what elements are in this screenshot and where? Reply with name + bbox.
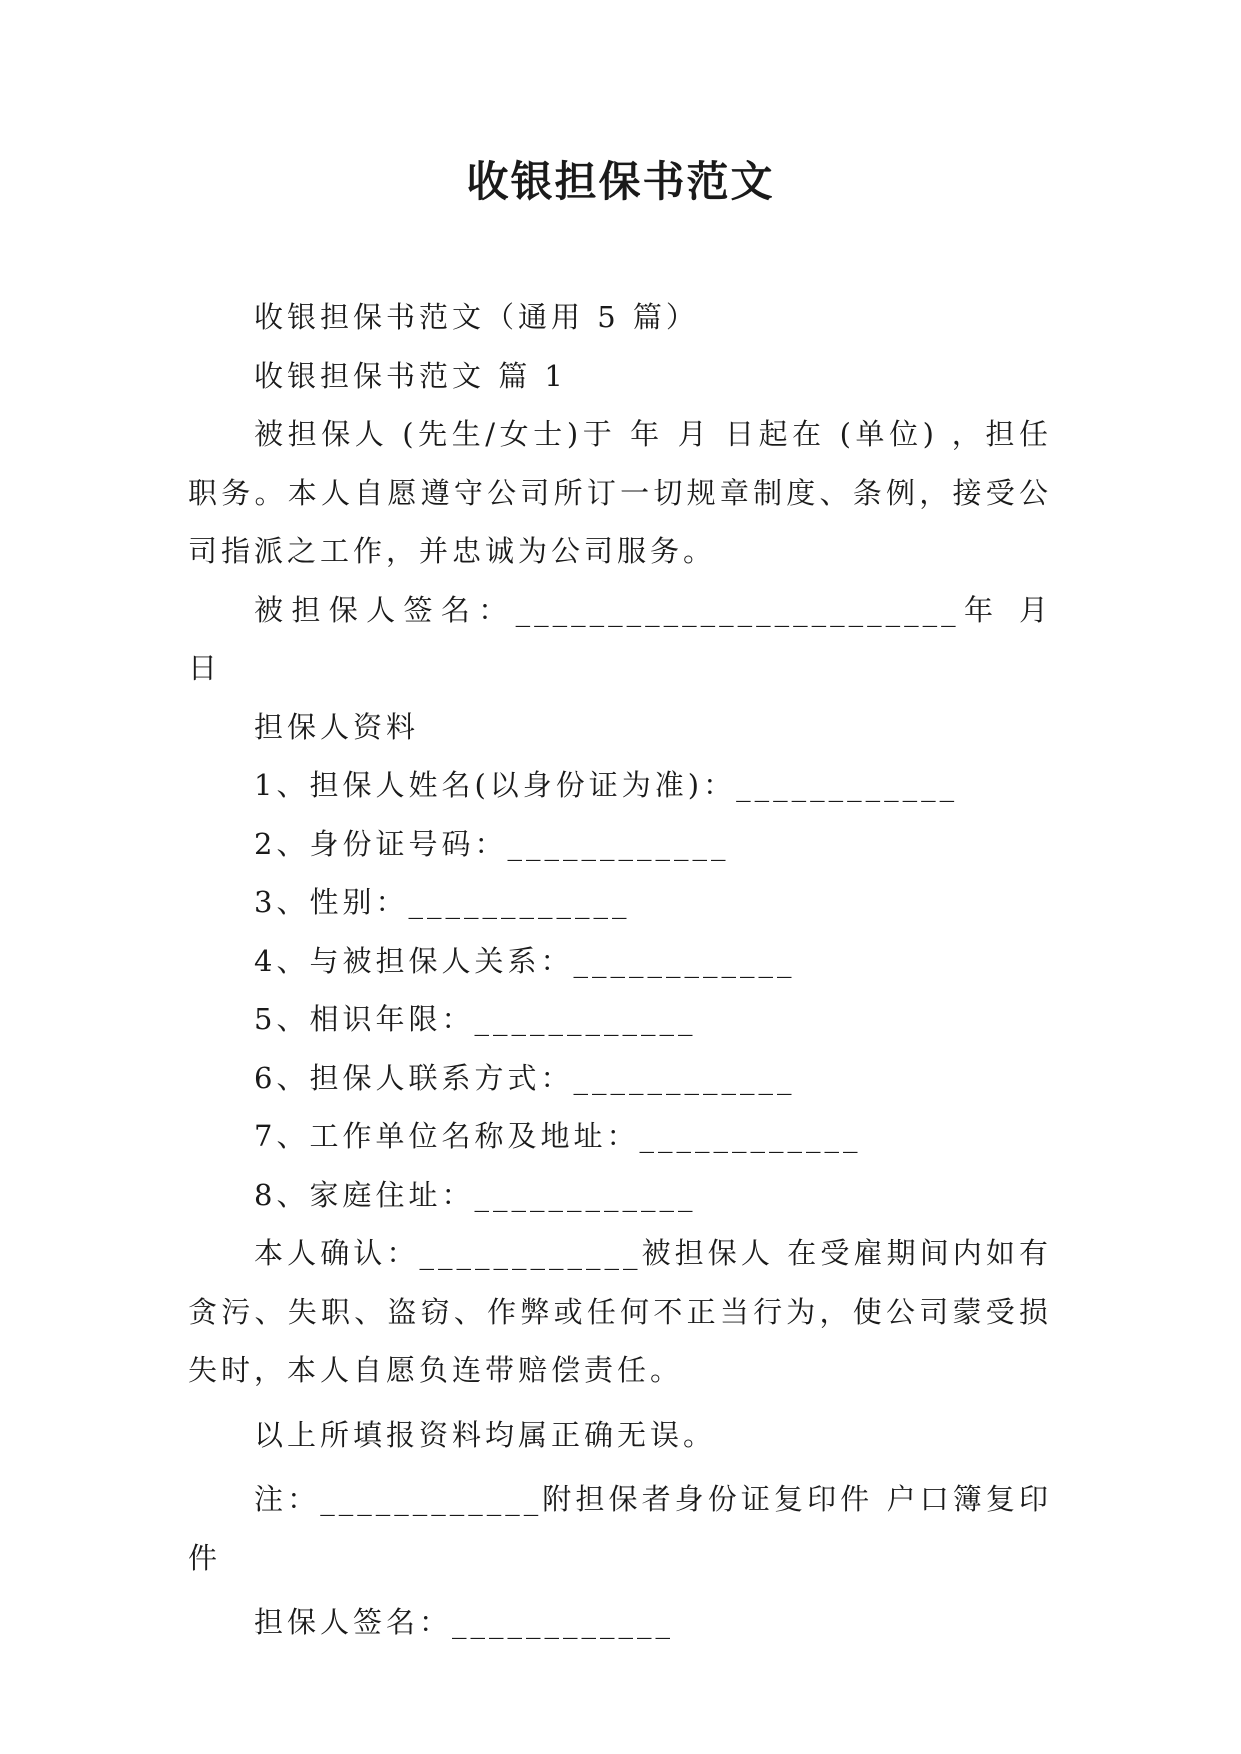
field-contact: 6、担保人联系方式：____________ [254,1060,796,1095]
field-gender: 3、性别：____________ [254,885,631,919]
section-heading: 收银担保书范文 篇 1 [254,358,567,393]
confirmation-paragraph: 本人确认：____________被担保人 在受雇期间内如有贪污、失职、盗窃、作弊或任何不正当行为，使公司蒙受损失时，本人自愿负连带赔偿责任。 [188,1236,1052,1387]
guarantor-info-heading: 担保人资料 [254,709,420,744]
page-title: 收银担保书范文 [466,157,775,206]
field-home-address: 8、家庭住址：____________ [254,1177,697,1212]
document-body [188,288,1066,1652]
field-relationship: 4、与被担保人关系：____________ [254,943,796,978]
guaranteed-signature-line: 被担保人签名：________________________年 月 日 [188,592,1066,685]
field-years-known: 5、相识年限：____________ [254,1002,697,1036]
field-id-number: 2、身份证号码：____________ [254,826,730,861]
field-guarantor-name: 1、担保人姓名(以身份证为准)：____________ [254,768,959,802]
subtitle: 收银担保书范文（通用 5 篇） [254,300,699,334]
note-paragraph: 注：____________附担保者身份证复印件 户口簿复印件 [188,1482,1052,1575]
guarantee-statement: 被担保人 (先生/女士)于 年 月 日起在 (单位) ，担任 职务。本人自愿遵守公司所订一切规章制度、条例，接受公司指派之工作，并忠诚为公司服务。 [188,417,1066,568]
guarantor-signature-line: 担保人签名：____________ [254,1605,675,1639]
accuracy-statement: 以上所填报资料均属正确无误。 [254,1417,717,1452]
field-workplace: 7、工作单位名称及地址：____________ [254,1119,862,1153]
